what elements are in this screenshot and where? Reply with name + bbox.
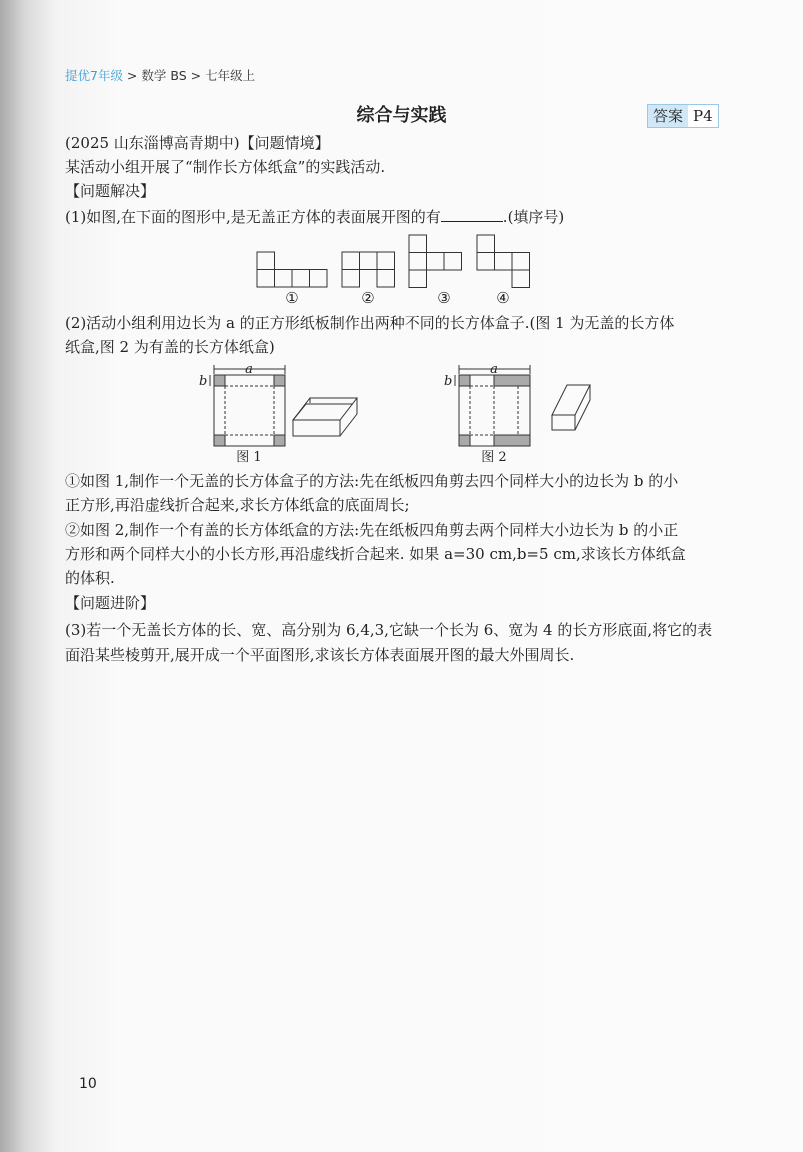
net-2 bbox=[342, 252, 395, 287]
question-2a-cont: 正方形,再沿虚线折合起来,求长方体纸盒的底面周长; bbox=[65, 496, 410, 514]
q1-text: (1)如图,在下面的图形中,是无盖正方体的表面展开图的有 bbox=[65, 208, 441, 226]
question-2-cont: 纸盒,图 2 为有盖的长方体纸盒) bbox=[65, 338, 275, 356]
net-1 bbox=[257, 252, 327, 287]
answer-page: P4 bbox=[693, 107, 713, 125]
question-2b-cont: 方形和两个同样大小的小长方形,再沿虚线折合起来. 如果 a=30 cm,b=5 cm,求该长方体纸盒 bbox=[65, 545, 686, 563]
net-4 bbox=[477, 235, 530, 288]
net-label: ④ bbox=[496, 289, 510, 307]
question-2b: ②如图 2,制作一个有盖的长方体纸盒的方法:先在纸板四角剪去两个同样大小边长为 b 的小正 bbox=[65, 521, 679, 539]
breadcrumb-sep: > bbox=[186, 68, 206, 83]
net-label: ① bbox=[285, 289, 299, 307]
breadcrumb-book: 提优7年级 bbox=[65, 68, 123, 83]
answer-label: 答案 bbox=[648, 105, 688, 127]
label-b: b bbox=[199, 374, 208, 389]
question-2b-cont2: 的体积. bbox=[65, 569, 115, 587]
source-line: (2025 山东淄博高青期中)【问题情境】 bbox=[65, 134, 330, 152]
context-line: 某活动小组开展了“制作长方体纸盒”的实践活动. bbox=[65, 158, 386, 176]
q1-suffix: .(填序号) bbox=[502, 208, 565, 226]
question-3-cont: 面沿某些棱剪开,展开成一个平面图形,求该长方体表面展开图的最大外围周长. bbox=[65, 646, 575, 664]
net-label: ② bbox=[361, 289, 375, 307]
breadcrumb-sep: > bbox=[122, 68, 142, 83]
label-a: a bbox=[245, 362, 253, 377]
breadcrumb-subject: 数学 BS bbox=[141, 68, 187, 83]
question-2: (2)活动小组利用边长为 a 的正方形纸板制作出两种不同的长方体盒子.(图 1 为无盖的长方体 bbox=[65, 314, 675, 332]
page-title: 综合与实践 bbox=[356, 105, 447, 126]
label-a: a bbox=[490, 362, 498, 377]
section-heading: 【问题解决】 bbox=[65, 182, 156, 200]
figure-1 bbox=[210, 365, 357, 446]
page-number: 10 bbox=[79, 1076, 97, 1092]
question-3: (3)若一个无盖长方体的长、宽、高分别为 6,4,3,它缺一个长为 6、宽为 4 的长方形底面,将它的表 bbox=[65, 621, 713, 639]
breadcrumb-grade: 七年级上 bbox=[205, 68, 256, 83]
net-3 bbox=[409, 235, 462, 288]
figures bbox=[0, 0, 803, 480]
section-heading-advanced: 【问题进阶】 bbox=[65, 594, 156, 612]
figure-2 bbox=[455, 365, 590, 446]
label-b: b bbox=[444, 374, 453, 389]
net-label: ③ bbox=[437, 289, 451, 307]
figure-2-caption: 图 2 bbox=[481, 450, 507, 465]
question-2a: ①如图 1,制作一个无盖的长方体盒子的方法:先在纸板四角剪去四个同样大小的边长为 b 的小 bbox=[65, 472, 679, 490]
figure-1-caption: 图 1 bbox=[236, 450, 262, 465]
